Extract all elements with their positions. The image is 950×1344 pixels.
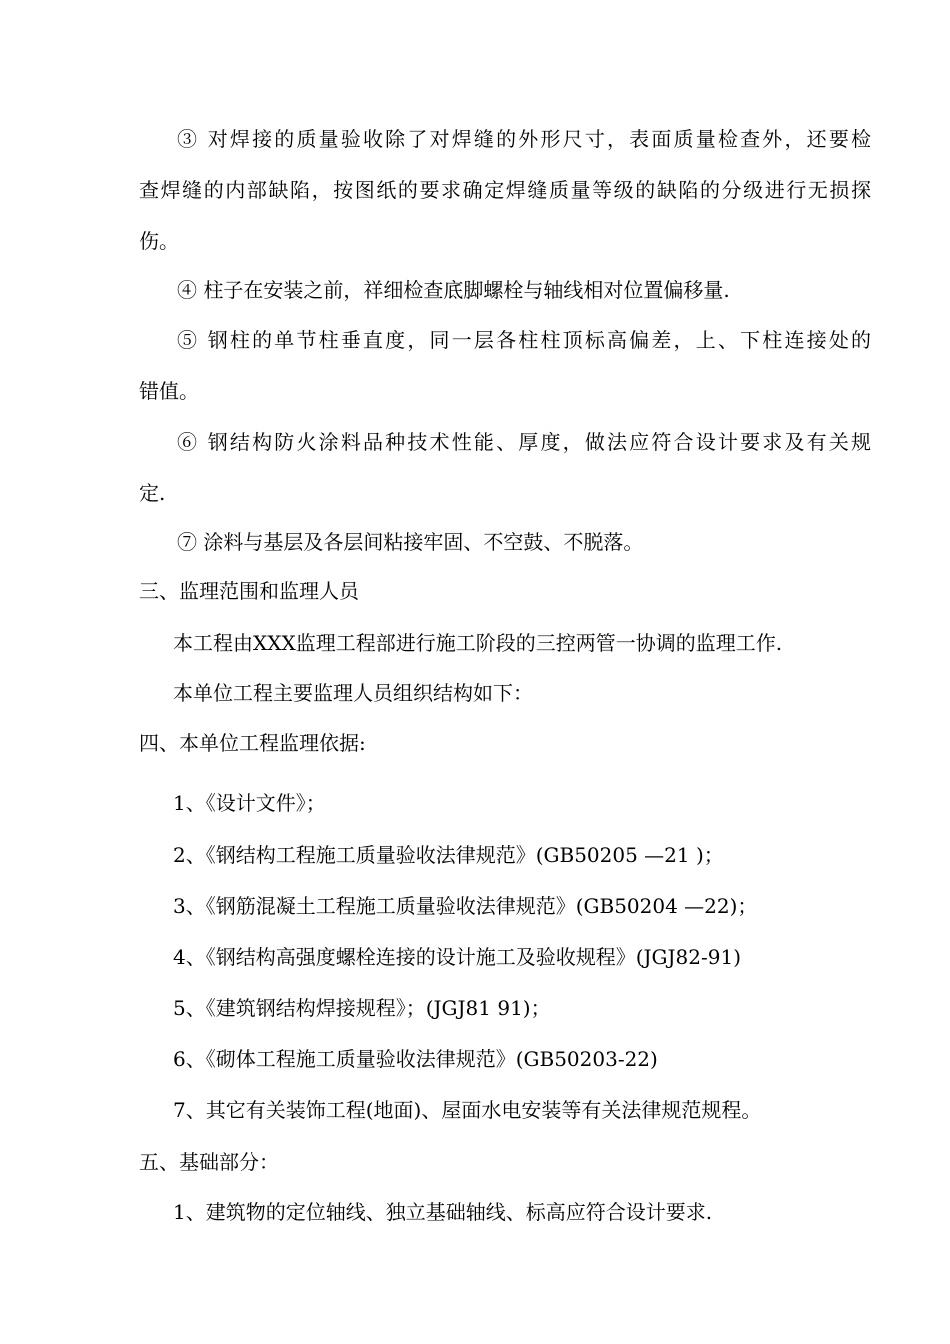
reference-list-item: 1、《设计文件》； bbox=[173, 791, 326, 815]
reference-list-item: 5、《建筑钢结构焊接规程》；(JGJ81 91)； bbox=[173, 996, 551, 1020]
item-6-line-2: 定. bbox=[139, 481, 166, 505]
item-7: ⑦ 涂料与基层及各层间粘接牢固、不空鼓、不脱落。 bbox=[177, 530, 644, 554]
item-3-line-3: 伤。 bbox=[139, 229, 179, 253]
item-3-line-1: ③ 对焊接的质量验收除了对焊缝的外形尺寸，表面质量检查外，还要检 bbox=[177, 127, 871, 151]
section-4-heading: 四、本单位工程监理依据: bbox=[139, 731, 366, 755]
reference-list-item: 6、《砌体工程施工质量验收法律规范》(GB50203-22) bbox=[173, 1047, 658, 1071]
item-5-line-1: ⑤ 钢柱的单节柱垂直度，同一层各柱柱顶标高偏差，上、下柱连接处的 bbox=[177, 328, 871, 352]
item-4: ④ 柱子在安装之前，祥细检查底脚螺栓与轴线相对位置偏移量. bbox=[177, 278, 730, 302]
item-6-line-1: ⑥ 钢结构防火涂料品种技术性能、厚度，做法应符合设计要求及有关规 bbox=[177, 430, 871, 454]
section-5-heading: 五、基础部分： bbox=[139, 1150, 279, 1174]
reference-list-item: 3、《钢筋混凝土工程施工质量验收法律规范》(GB50204 —22)； bbox=[173, 894, 758, 918]
item-3-line-2: 查焊缝的内部缺陷，按图纸的要求确定焊缝质量等级的缺陷的分级进行无损探 bbox=[139, 178, 871, 202]
section-3-heading: 三、监理范围和监理人员 bbox=[139, 579, 359, 603]
reference-list-item: 2、《钢结构工程施工质量验收法律规范》(GB50205 —21 )； bbox=[173, 843, 724, 867]
item-5-line-2: 错值。 bbox=[139, 379, 199, 403]
reference-list-item: 4、《钢结构高强度螺栓连接的设计施工及验收规程》(JGJ82-91) bbox=[173, 945, 741, 969]
section-3-paragraph-1: 本工程由XXX监理工程部进行施工阶段的三控两管一协调的监理工作. bbox=[173, 631, 783, 655]
section-5-paragraph-1: 1、建筑物的定位轴线、独立基础轴线、标高应符合设计要求. bbox=[173, 1200, 713, 1224]
section-3-paragraph-2: 本单位工程主要监理人员组织结构如下： bbox=[173, 681, 533, 705]
reference-list-item: 7、其它有关装饰工程(地面)、屋面水电安装等有关法律规范规程。 bbox=[173, 1098, 762, 1122]
